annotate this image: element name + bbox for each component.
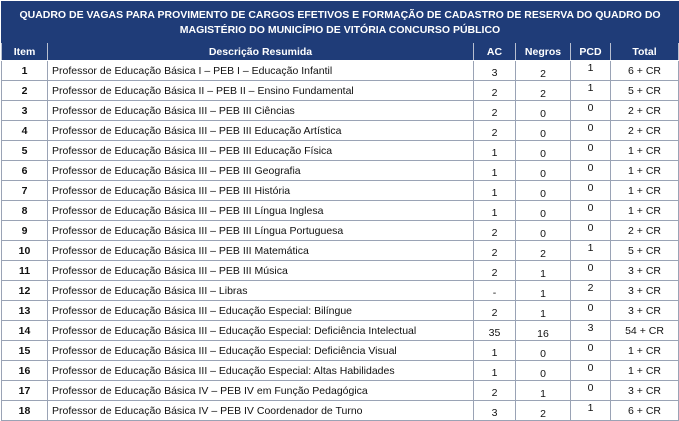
cell-descricao: Professor de Educação Básica III – PEB III Matemática: [48, 241, 474, 261]
cell-pcd: 3: [571, 321, 611, 341]
cell-negros: 2: [516, 241, 571, 261]
cell-total: 3 + CR: [611, 301, 679, 321]
cell-descricao: Professor de Educação Básica III – Educação Especial: Altas Habilidades: [48, 361, 474, 381]
cell-item: 3: [2, 101, 48, 121]
table-row: [2, 301, 679, 321]
cell-item: 16: [2, 361, 48, 381]
header-item: Item: [2, 43, 48, 61]
header-row: [2, 43, 679, 61]
cell-negros: 0: [516, 101, 571, 121]
cell-negros: 1: [516, 261, 571, 281]
cell-negros: 0: [516, 181, 571, 201]
cell-item: 14: [2, 321, 48, 341]
cell-item: 2: [2, 81, 48, 101]
table-body: [2, 61, 679, 421]
cell-descricao: Professor de Educação Básica III – PEB III Ciências: [48, 101, 474, 121]
cell-total: 6 + CR: [611, 61, 679, 81]
header-descricao: Descrição Resumida: [48, 43, 474, 61]
cell-total: 5 + CR: [611, 241, 679, 261]
table-row: [2, 401, 679, 421]
cell-negros: 2: [516, 81, 571, 101]
cell-negros: 0: [516, 361, 571, 381]
cell-ac: 3: [474, 401, 516, 421]
table-row: [2, 201, 679, 221]
cell-descricao: Professor de Educação Básica III – Libras: [48, 281, 474, 301]
cell-ac: 1: [474, 181, 516, 201]
cell-ac: 2: [474, 221, 516, 241]
table-row: [2, 61, 679, 81]
cell-descricao: Professor de Educação Básica I – PEB I – Educação Infantil: [48, 61, 474, 81]
cell-item: 18: [2, 401, 48, 421]
table-row: [2, 281, 679, 301]
cell-pcd: 0: [571, 301, 611, 321]
cell-total: 1 + CR: [611, 361, 679, 381]
cell-pcd: 0: [571, 201, 611, 221]
cell-item: 7: [2, 181, 48, 201]
cell-descricao: Professor de Educação Básica III – PEB III Língua Inglesa: [48, 201, 474, 221]
table-row: [2, 381, 679, 401]
cell-pcd: 1: [571, 61, 611, 81]
cell-pcd: 2: [571, 281, 611, 301]
cell-pcd: 0: [571, 181, 611, 201]
cell-pcd: 0: [571, 161, 611, 181]
cell-ac: 1: [474, 341, 516, 361]
cell-total: 54 + CR: [611, 321, 679, 341]
table-row: [2, 141, 679, 161]
cell-descricao: Professor de Educação Básica III – PEB III História: [48, 181, 474, 201]
cell-negros: 0: [516, 161, 571, 181]
table-row: [2, 181, 679, 201]
table-row: [2, 221, 679, 241]
cell-descricao: Professor de Educação Básica IV – PEB IV em Função Pedagógica: [48, 381, 474, 401]
cell-item: 12: [2, 281, 48, 301]
cell-pcd: 1: [571, 401, 611, 421]
cell-item: 13: [2, 301, 48, 321]
cell-negros: 2: [516, 401, 571, 421]
cell-total: 1 + CR: [611, 341, 679, 361]
cell-negros: 1: [516, 301, 571, 321]
vacancy-table-container: [1, 1, 678, 421]
cell-total: 3 + CR: [611, 281, 679, 301]
cell-ac: 2: [474, 81, 516, 101]
cell-total: 6 + CR: [611, 401, 679, 421]
cell-descricao: Professor de Educação Básica III – PEB III Educação Artística: [48, 121, 474, 141]
cell-total: 2 + CR: [611, 121, 679, 141]
cell-total: 1 + CR: [611, 161, 679, 181]
cell-total: 1 + CR: [611, 181, 679, 201]
cell-ac: 1: [474, 201, 516, 221]
cell-total: 1 + CR: [611, 201, 679, 221]
cell-ac: 2: [474, 241, 516, 261]
header-negros: Negros: [516, 43, 571, 61]
cell-pcd: 0: [571, 101, 611, 121]
cell-pcd: 0: [571, 381, 611, 401]
cell-descricao: Professor de Educação Básica III – PEB III Educação Física: [48, 141, 474, 161]
cell-item: 5: [2, 141, 48, 161]
table-row: [2, 161, 679, 181]
table-row: [2, 341, 679, 361]
cell-ac: 1: [474, 361, 516, 381]
cell-ac: -: [474, 281, 516, 301]
cell-total: 5 + CR: [611, 81, 679, 101]
cell-total: 2 + CR: [611, 101, 679, 121]
cell-ac: 3: [474, 61, 516, 81]
cell-ac: 2: [474, 101, 516, 121]
table-row: [2, 261, 679, 281]
cell-pcd: 0: [571, 221, 611, 241]
cell-descricao: Professor de Educação Básica III – Educação Especial: Bilíngue: [48, 301, 474, 321]
cell-total: 3 + CR: [611, 261, 679, 281]
table-row: [2, 321, 679, 341]
cell-descricao: Professor de Educação Básica II – PEB II – Ensino Fundamental: [48, 81, 474, 101]
header-pcd: PCD: [571, 43, 611, 61]
cell-pcd: 0: [571, 121, 611, 141]
cell-item: 11: [2, 261, 48, 281]
cell-descricao: Professor de Educação Básica III – Educação Especial: Deficiência Intelectual: [48, 321, 474, 341]
cell-pcd: 0: [571, 361, 611, 381]
table-row: [2, 101, 679, 121]
cell-negros: 1: [516, 381, 571, 401]
header-total: Total: [611, 43, 679, 61]
cell-descricao: Professor de Educação Básica III – PEB III Geografia: [48, 161, 474, 181]
table-row: [2, 361, 679, 381]
cell-item: 15: [2, 341, 48, 361]
cell-negros: 16: [516, 321, 571, 341]
cell-item: 9: [2, 221, 48, 241]
table-title: QUADRO DE VAGAS PARA PROVIMENTO DE CARGOS EFETIVOS E FORMAÇÃO DE CADASTRO DE RESERVA DO QUADRO DO MAGISTÉRIO DO MUNICÍPIO DE VITÓRIA CONCURSO PÚBLICO: [2, 2, 679, 43]
cell-total: 2 + CR: [611, 221, 679, 241]
cell-item: 17: [2, 381, 48, 401]
cell-descricao: Professor de Educação Básica III – PEB III Língua Portuguesa: [48, 221, 474, 241]
cell-negros: 0: [516, 341, 571, 361]
cell-item: 4: [2, 121, 48, 141]
cell-total: 3 + CR: [611, 381, 679, 401]
table-row: [2, 81, 679, 101]
cell-descricao: Professor de Educação Básica IV – PEB IV Coordenador de Turno: [48, 401, 474, 421]
cell-pcd: 1: [571, 241, 611, 261]
cell-negros: 1: [516, 281, 571, 301]
cell-ac: 2: [474, 261, 516, 281]
cell-item: 8: [2, 201, 48, 221]
cell-ac: 2: [474, 301, 516, 321]
header-ac: AC: [474, 43, 516, 61]
cell-ac: 35: [474, 321, 516, 341]
cell-negros: 0: [516, 221, 571, 241]
cell-negros: 0: [516, 201, 571, 221]
cell-negros: 0: [516, 141, 571, 161]
cell-ac: 1: [474, 161, 516, 181]
cell-item: 10: [2, 241, 48, 261]
cell-item: 1: [2, 61, 48, 81]
cell-item: 6: [2, 161, 48, 181]
cell-pcd: 0: [571, 141, 611, 161]
table-row: [2, 121, 679, 141]
table-row: [2, 241, 679, 261]
cell-descricao: Professor de Educação Básica III – PEB III Música: [48, 261, 474, 281]
vacancy-table: [1, 1, 679, 421]
cell-ac: 2: [474, 381, 516, 401]
cell-negros: 2: [516, 61, 571, 81]
cell-total: 1 + CR: [611, 141, 679, 161]
cell-pcd: 0: [571, 261, 611, 281]
cell-descricao: Professor de Educação Básica III – Educação Especial: Deficiência Visual: [48, 341, 474, 361]
cell-negros: 0: [516, 121, 571, 141]
cell-ac: 2: [474, 121, 516, 141]
cell-pcd: 0: [571, 341, 611, 361]
cell-pcd: 1: [571, 81, 611, 101]
cell-ac: 1: [474, 141, 516, 161]
